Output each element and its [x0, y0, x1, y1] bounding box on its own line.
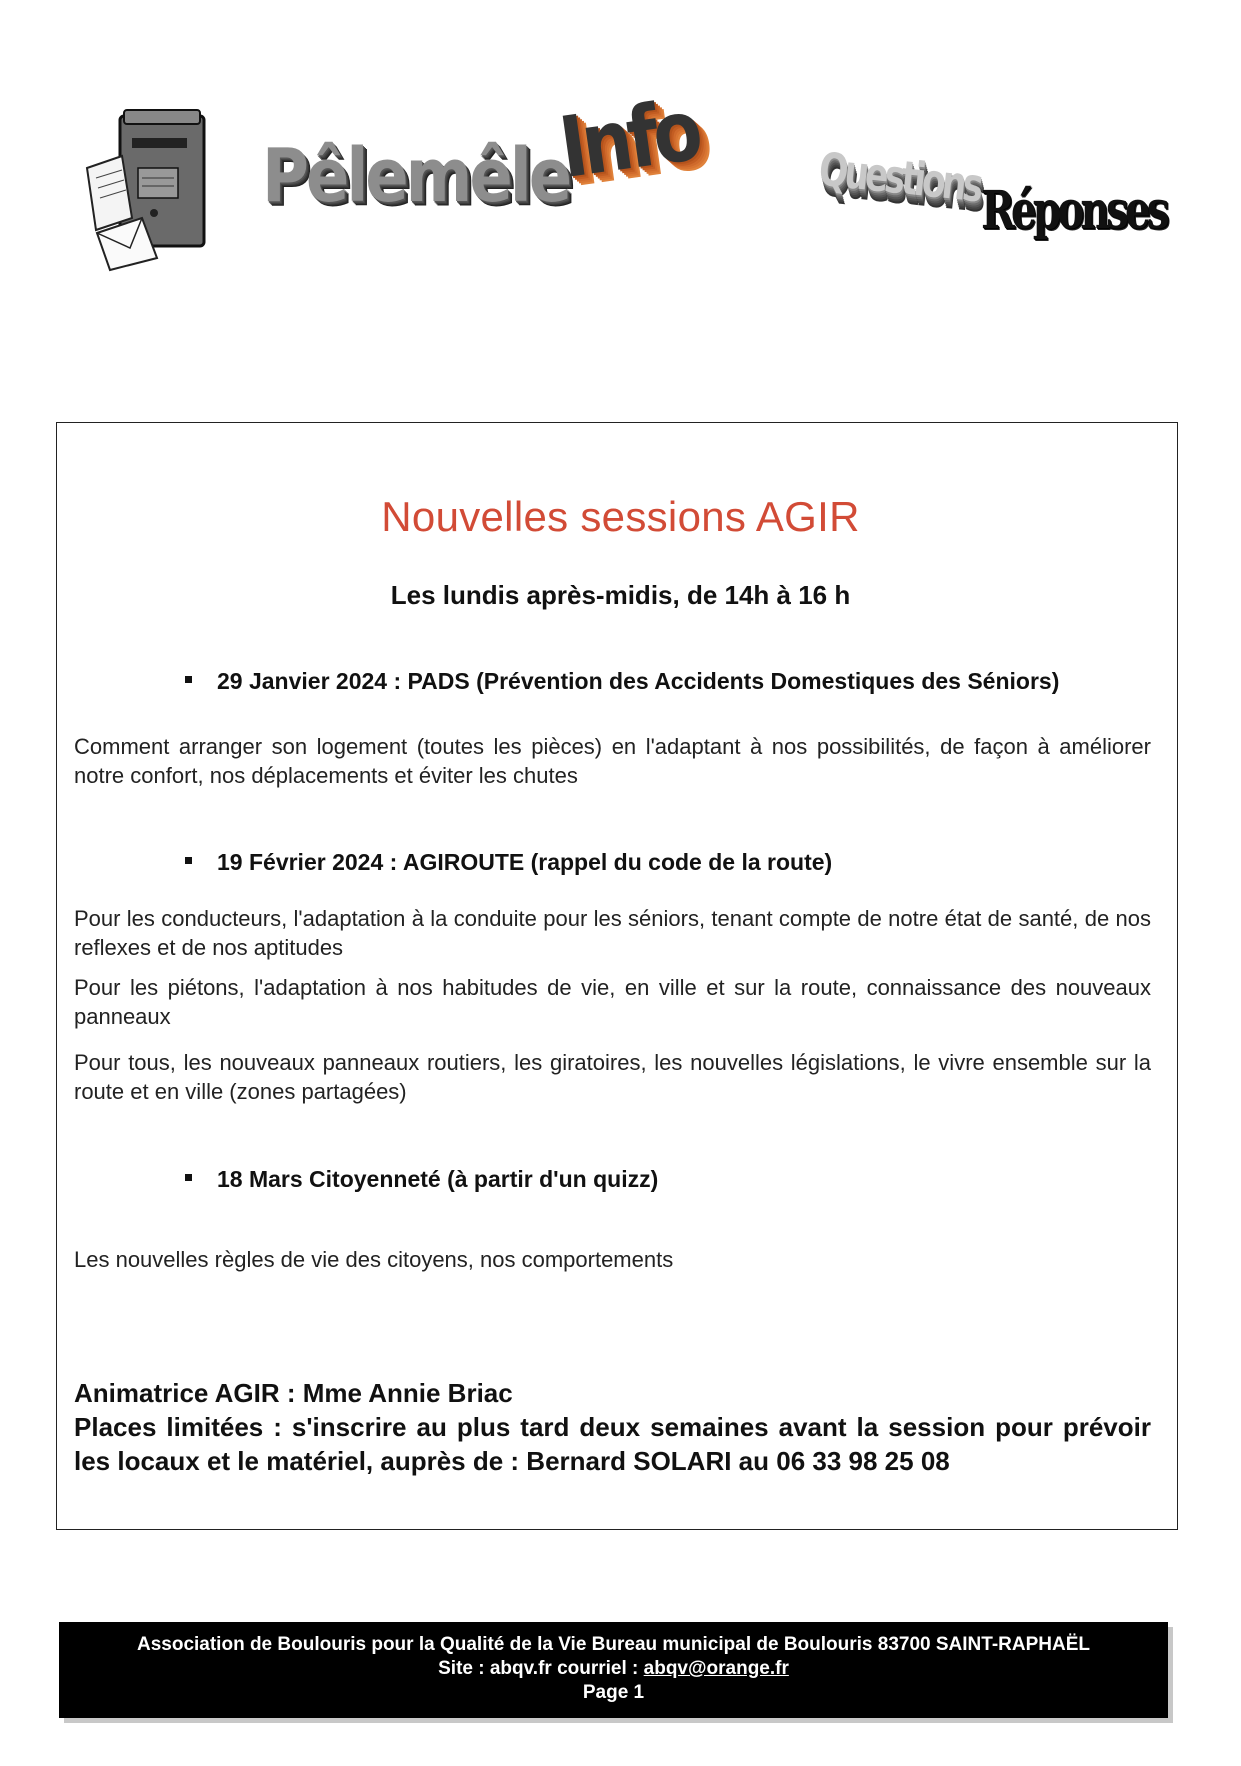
- session-paragraph: Pour les conducteurs, l'adaptation à la conduite pour les séniors, tenant compte de notre état de santé, de nos reflexes et de nos aptitudes: [74, 906, 1151, 960]
- session-heading-1: [185, 668, 1059, 695]
- session-paragraph: Pour tous, les nouveaux panneaux routiers, les giratoires, les nouvelles législations, le vivre ensemble sur la route et en ville (zones partagées): [74, 1050, 1151, 1104]
- contact-line: [59, 1657, 1168, 1681]
- association-footer: [59, 1622, 1168, 1718]
- mailbox-letters-icon: [82, 108, 212, 273]
- page-subtitle: Les lundis après-midis, de 14h à 16 h: [390, 580, 851, 610]
- header-banner: [0, 0, 1241, 300]
- reponses-logo-text: Réponses: [981, 180, 1166, 241]
- pelemele-logo-text: Pêlemêle: [262, 134, 570, 220]
- association-address: Association de Boulouris pour la Qualité de la Vie Bureau municipal de Boulouris 83700 SAINT-RAPHAËL: [136, 1634, 1090, 1655]
- bullet-square-icon: [185, 676, 192, 683]
- session-paragraph: Pour les piétons, l'adaptation à nos habitudes de vie, en ville et sur la route, connaissance des nouveaux panneaux: [74, 975, 1151, 1029]
- animatrice-info: Animatrice AGIR : Mme Annie Briac: [74, 1378, 513, 1408]
- bullet-square-icon: [185, 857, 192, 864]
- registration-info: Places limitées : s'inscrire au plus tard deux semaines avant la session pour prévoir les locaux et le matériel, auprès de : Bernard SOLARI au 06 33 98 25 08: [74, 1412, 1151, 1476]
- session-paragraph: Les nouvelles règles de vie des citoyens, nos comportements: [74, 1247, 674, 1272]
- session-heading-text: 29 Janvier 2024 : PADS (Prévention des Accidents Domestiques des Séniors): [217, 668, 1060, 694]
- session-heading-text: 19 Février 2024 : AGIROUTE (rappel du code de la route): [217, 849, 833, 875]
- session-heading-text: 18 Mars Citoyenneté (à partir d'un quizz): [217, 1166, 659, 1192]
- email-link[interactable]: abqv@orange.fr: [643, 1658, 789, 1679]
- info-logo-text: Info: [553, 80, 704, 198]
- page-number: Page 1: [582, 1682, 645, 1703]
- page-title: Nouvelles sessions AGIR: [381, 493, 860, 540]
- bullet-square-icon: [185, 1174, 192, 1181]
- session-heading-3: [185, 1166, 658, 1193]
- session-paragraph: Comment arranger son logement (toutes les pièces) en l'adaptant à nos possibilités, de façon à améliorer notre confort, nos déplacements et éviter les chutes: [74, 734, 1151, 788]
- session-heading-2: [185, 849, 832, 876]
- questions-logo-text: Questions: [816, 141, 983, 213]
- site-label: Site : abqv.fr courriel :: [438, 1658, 644, 1679]
